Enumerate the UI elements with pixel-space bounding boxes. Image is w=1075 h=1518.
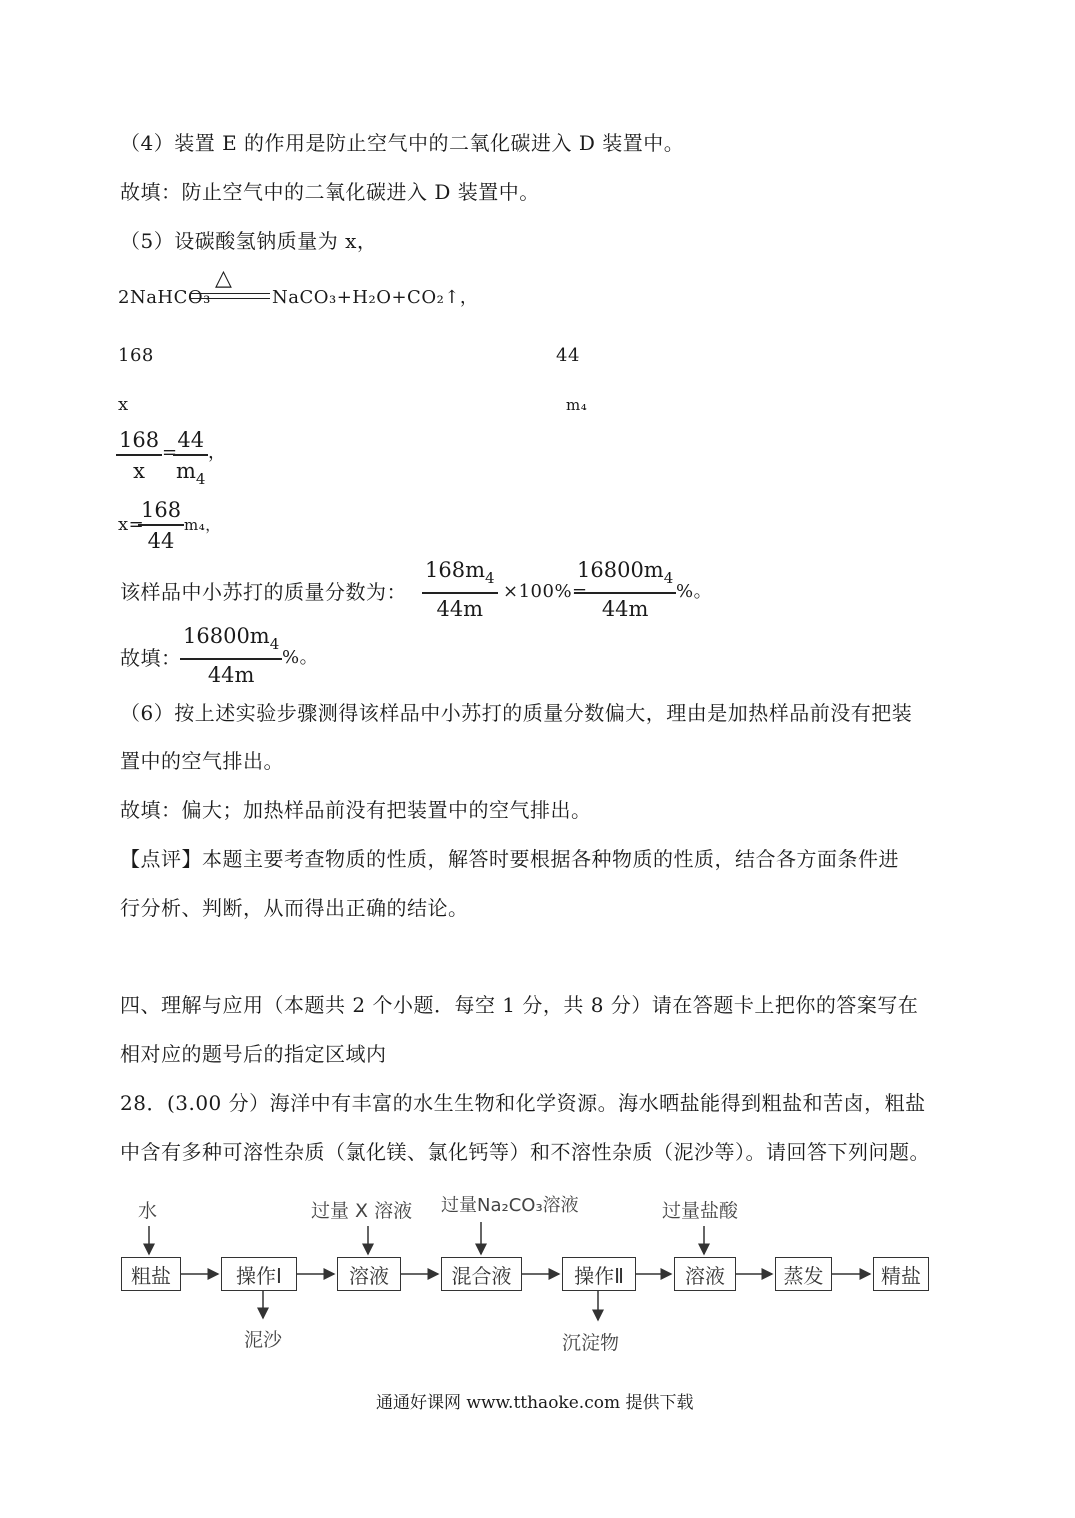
times-100-percent: ×100%= — [503, 581, 588, 602]
proportion-equals: = — [162, 442, 178, 463]
percent-sign: %。 — [676, 581, 713, 602]
frac2-numerator: $16800m_4$ — [577, 558, 674, 587]
p5-line: （5）设碳酸氢钠质量为 x， — [120, 229, 378, 253]
proportion-right-denominator: $m_4$ — [176, 459, 206, 488]
p4-answer: 故填：防止空气中的二氧化碳进入 D 装置中。 — [120, 180, 540, 204]
equation-left: 2NaHCO₃ — [118, 287, 211, 308]
q28-line1: 28．(3.00 分）海洋中有丰富的水生生物和化学资源。海水晒盐能得到粗盐和苦卤，粗盐 — [120, 1091, 926, 1115]
p6-answer: 故填：偏大；加热样品前没有把装置中的空气排出。 — [120, 798, 592, 822]
flow-box-solution-1: 溶液 — [337, 1257, 401, 1291]
frac1-numerator: $168m_4$ — [425, 558, 495, 587]
answer-numerator: $16800m_4$ — [183, 624, 280, 653]
proportion-tail: ， — [208, 442, 227, 463]
flow-box-refined-salt: 精盐 — [873, 1257, 929, 1291]
flow-box-solution-2: 溶液 — [674, 1257, 736, 1291]
p6-line1: （6）按上述实验步骤测得该样品中小苏打的质量分数偏大，理由是加热样品前没有把装 — [120, 701, 913, 725]
x-denominator: 44 — [147, 529, 175, 553]
label-silt: 泥沙 — [244, 1329, 283, 1351]
p6-line2: 置中的空气排出。 — [120, 749, 284, 773]
comment-line1: 【点评】本题主要考查物质的性质，解答时要根据各种物质的性质，结合各方面条件进 — [120, 847, 899, 871]
ratio-right-bottom: m₄ — [566, 396, 588, 414]
answer-denominator: 44m — [207, 663, 255, 687]
flow-box-operation-1: 操作Ⅰ — [221, 1257, 297, 1291]
label-water: 水 — [138, 1200, 158, 1222]
p4-line: （4）装置 E 的作用是防止空气中的二氧化碳进入 D 装置中。 — [120, 131, 685, 155]
ratio-left-top: 168 — [118, 345, 154, 366]
footer: 通通好课网 www.tthaoke.com 提供下载 — [376, 1393, 694, 1413]
section4-heading-line1: 四、理解与应用（本题共 2 个小题．每空 1 分，共 8 分）请在答题卡上把你的答案写在 — [120, 993, 919, 1017]
proportion-left-denominator: x — [133, 459, 145, 483]
proportion-left-numerator: 168 — [119, 428, 160, 452]
q28-line2: 中含有多种可溶性杂质（氯化镁、氯化钙等）和不溶性杂质（泥沙等）。请回答下列问题。 — [120, 1140, 930, 1164]
x-numerator: 168 — [141, 498, 182, 522]
x-prefix: x= — [118, 514, 145, 535]
flow-box-evaporate: 蒸发 — [775, 1257, 832, 1291]
frac1-denominator: 44m — [436, 597, 484, 621]
ratio-left-bottom: x — [118, 394, 129, 415]
equation-right: NaCO₃+H₂O+CO₂↑， — [272, 287, 479, 308]
answer-percent: %。 — [282, 647, 319, 668]
comment-line2: 行分析、判断，从而得出正确的结论。 — [120, 896, 469, 920]
label-precipitate: 沉淀物 — [562, 1332, 620, 1354]
proportion-right-numerator: 44 — [177, 428, 205, 452]
ratio-right-top: 44 — [556, 345, 580, 366]
flow-box-crude-salt: 粗盐 — [121, 1257, 181, 1291]
x-tail: m₄， — [184, 516, 221, 534]
section4-heading-line2: 相对应的题号后的指定区域内 — [120, 1042, 387, 1066]
label-excess-x-solution: 过量 X 溶液 — [311, 1200, 413, 1222]
heat-delta-symbol: △ — [215, 266, 233, 291]
label-excess-hydrochloric-acid: 过量盐酸 — [662, 1200, 739, 1222]
mass-fraction-label: 该样品中小苏打的质量分数为： — [120, 580, 407, 604]
flow-box-operation-2: 操作Ⅱ — [562, 1257, 636, 1291]
frac2-denominator: 44m — [601, 597, 649, 621]
flow-box-mixture: 混合液 — [441, 1257, 522, 1291]
label-excess-na2co3-solution: 过量Na₂CO₃溶液 — [441, 1195, 579, 1216]
answer-label: 故填： — [120, 646, 182, 670]
